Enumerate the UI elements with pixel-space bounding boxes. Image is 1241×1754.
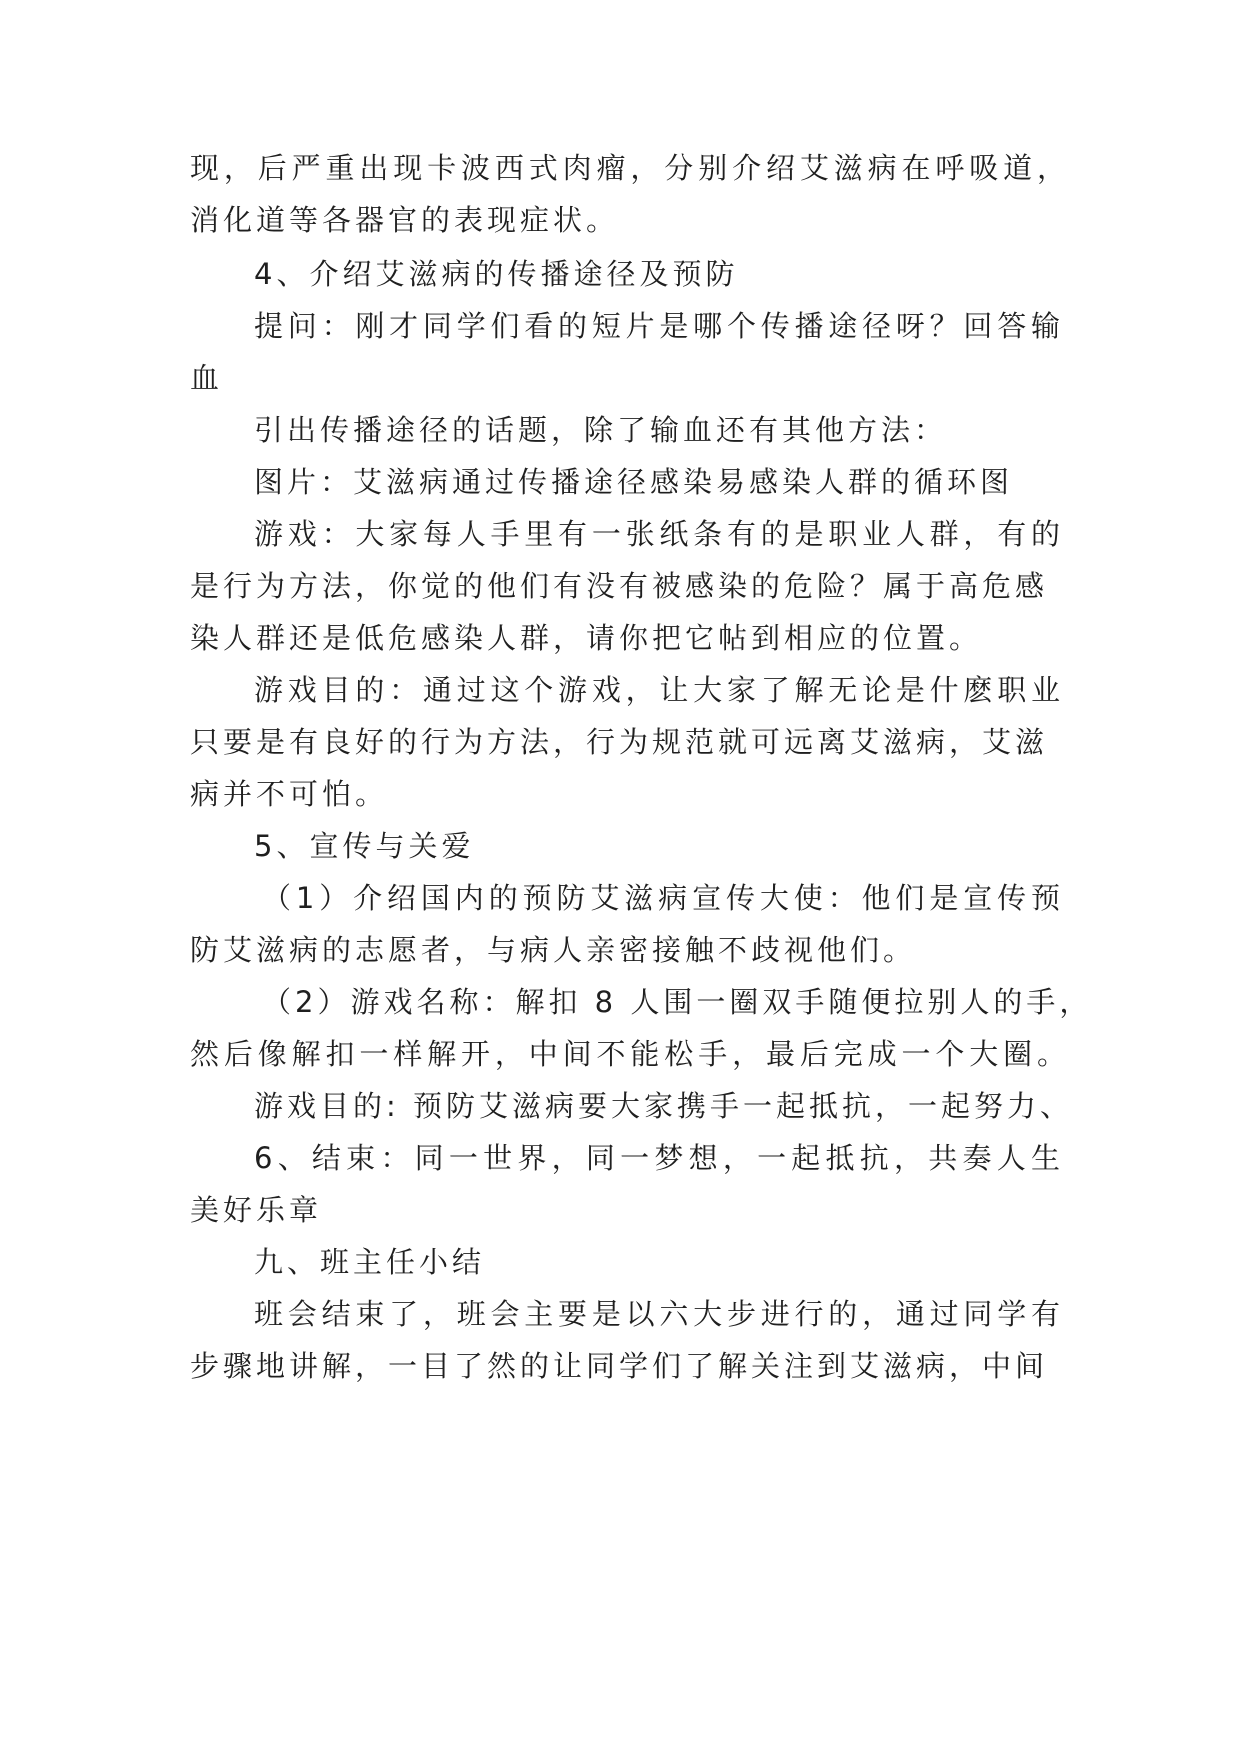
text-line: 消化道等各器官的表现症状。 — [190, 203, 620, 237]
text-line: 游戏目的: 预防艾滋病要大家携手一起抵抗，一起努力、 — [254, 1089, 1073, 1123]
text-line: 然后像解扣一样解开，中间不能松手，最后完成一个大圈。 — [190, 1037, 1070, 1071]
text-line: 血 — [190, 361, 224, 395]
text-line: 美好乐章 — [190, 1193, 323, 1227]
text-line: 防艾滋病的志愿者，与病人亲密接触不歧视他们。 — [190, 933, 917, 967]
text-line: 班会结束了，班会主要是以六大步进行的，通过同学有 — [254, 1297, 1064, 1331]
text-line: （2）游戏名称：解扣 8 人围一圈双手随便拉别人的手， — [262, 985, 1093, 1019]
text-line: 游戏：大家每人手里有一张纸条有的是职业人群，有的 — [254, 517, 1064, 551]
text-line: （1）介绍国内的预防艾滋病宣传大使：他们是宣传预 — [262, 881, 1064, 915]
text-line: 引出传播途径的话题，除了输血还有其他方法： — [254, 413, 948, 447]
text-line: 染人群还是低危感染人群，请你把它帖到相应的位置。 — [190, 621, 983, 655]
text-line: 是行为方法，你觉的他们有没有被感染的危险？属于高危感 — [190, 569, 1049, 603]
text-line: 图片：艾滋病通过传播途径感染易感染人群的循环图 — [254, 465, 1014, 499]
text-line: 只要是有良好的行为方法，行为规范就可远离艾滋病，艾滋 — [190, 725, 1049, 759]
text-line: 病并不可怕。 — [190, 777, 389, 811]
text-line: 提问：刚才同学们看的短片是哪个传播途径呀？回答输 — [254, 309, 1064, 343]
text-line: 6、结束：同一世界，同一梦想，一起抵抗，共奏人生 — [254, 1141, 1064, 1175]
text-line: 现，后严重出现卡波西式肉瘤，分别介绍艾滋病在呼吸道， — [190, 151, 1070, 185]
text-line: 步骤地讲解，一目了然的让同学们了解关注到艾滋病，中间 — [190, 1349, 1049, 1383]
section-heading: 5、宣传与关爱 — [254, 829, 475, 863]
text-line: 游戏目的：通过这个游戏，让大家了解无论是什麽职业 — [254, 673, 1064, 707]
section-heading: 九、班主任小结 — [254, 1245, 486, 1279]
section-heading: 4、介绍艾滋病的传播途径及预防 — [254, 257, 739, 291]
